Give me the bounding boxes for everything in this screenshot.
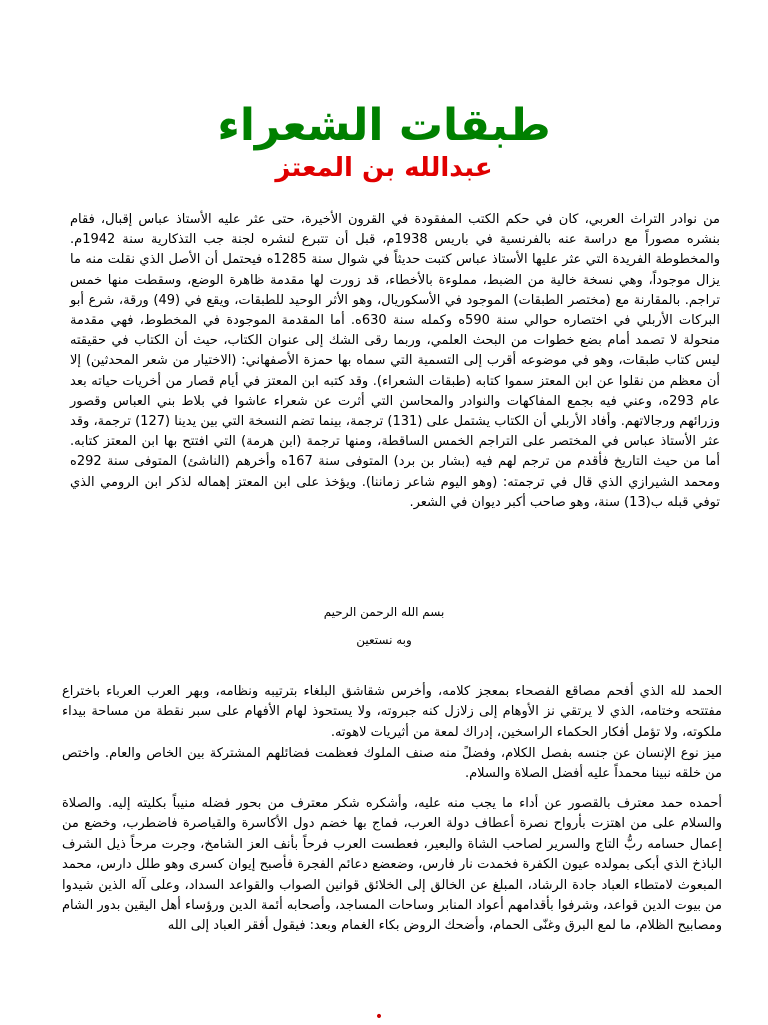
page-ornament-icon: • (374, 1009, 384, 1025)
basmala-line: بسم الله الرحمن الرحيم (323, 605, 445, 619)
basmala-block (0, 598, 768, 654)
wabihi-line: وبه نستعين (356, 633, 412, 647)
body-paragraph-1: الحمد لله الذي أفحم مصاقع الفصحاء بمعجز كلامه، وأخرس شقاشق البلغاء بترتيبه ونظامه، وبهر العرب العرباء باختراع مفتتحه وختامه، الذي لا يرتقي نز الأوهام إلى زلازل كنه جبروته، ولا يستحوذ لهام الأفهام على سبر نقطة من مساحة بيداء ملكوته، ولا تؤمل أفكار الحكماء الراسخين، إدراك لمعة من أثيريات لاهوته. (62, 684, 722, 740)
body-paragraph-3: أحمده حمد معترف بالقصور عن أداء ما يجب منه عليه، وأشكره شكر معترف من بحور فضله منيباً بكليته إليه. والصلاة والسلام على من اهتزت بأرواح نصرة أعطاف دولة العرب، فماج بها خضم دول الأكاسرة والقياصرة فاضطرب، وخضع من إعمال حسامه ربُّ التاج والسرير لصاحب الشاة والبعير، فعطست العرب فرحاً بأنف العز الشامخ، وجرت مرحاً ذيل الشرف الباذخ الذي أبكى بمولده عيون الكفرة فخمدت نار فارس، وضعضع دعائم الفجرة فأصبح إيوان كسرى وهو طلل دارس، محمد المبعوث لامتطاء العباد جادة الرشاد، المبلغ عن الخالق إلى الخلائق قوانين الصواب والقواعد السداد، وعلى آله الذين شيدوا من بيوت الدين قواعد، وشرفوا بأقدامهم أعواد المنابر وساحات المساجد، وأصحابه أئمة الدين ورؤساء أهل اليقين بدور الشام ومصابيح الظلام، ما لمع البرق وغنّى الحمام، وأضحك الروض بكاء الغمام وبعد: فيقول أفقر العباد إلى الله (62, 796, 722, 934)
intro-paragraph: من نوادر التراث العربي، كان في حكم الكتب المفقودة في القرون الأخيرة، حتى عثر عليه الأستاذ عباس إقبال، فقام بنشره مصوراً مع دراسة عنه بالفرنسية في باريس 1938م، قبل أن تتبرع لنشره لجنة جب التذكارية سنة 1942م. والمخطوطة الفريدة التي عثر عليها الأستاذ عباس كتبت حديثاً في شوال سنة 1285ه فيحتمل أن الأصل الذي نقلت منه ما يزال موجوداً، وهي نسخة خالية من الضبط، مملوءة بالأخطاء، قد زورت لها مقدمة ظاهرة الوضع، وسقطت منها خمس تراجم. بالمقارنة مع (مختصر الطبقات) الموجود في الأسكوريال، وهو الأثر الوحيد للطبقات، ويقع في (49) ورقة، شرع أبو البركات الأربلي في اختصاره حوالي سنة 590ه وكمله سنة 630ه. أما المقدمة الموجودة في المخطوط، فهي مقدمة منحولة لا تصمد أمام بضع خطوات من البحث العلمي، وربما رقى الشك إلى عنوان الكتاب، حيث أن الكتاب في حقيقته ليس كتاب طبقات، وهو في موضوعه أقرب إلى التسمية التي سماه بها حمزة الأصفهاني: (الاختيار من شعر المحدثين) إلا أن معظم من نقلوا عن ابن المعتز سموا كتابه (طبقات الشعراء). وقد كتبه ابن المعتز في أيام قصار من أخريات حياته بعد عام 293ه، وعني فيه بجمع المفاكهات والنوادر والمحاسن التي أثرت عن شعراء عاشوا في بلاط بني العباس وقصور وزرائهم ورجالاتهم. وأفاد الأربلي أن الكتاب يشتمل على (131) ترجمة، بينما تضم النسخة التي بين يدينا (127) ترجمة، وقد عثر الأستاذ عباس في المختصر على التراجم الخمس الساقطة، ومنها ترجمة (ابن هرمة) التي افتتح بها ابن المعتز كتابه. أما من حيث التاريخ فأقدم من ترجم لهم فيه (بشار بن برد) المتوفى سنة 167ه وأخرهم (الناشئ) المتوفى سنة 292ه ومحمد الشيرازي الذي قال في ترجمته: (وهو اليوم شاعر زماننا). ويؤخذ على ابن المعتز إهماله لذكر ابن الرومي الذي توفي قبله ب(13) سنة، وهو صاحب أكبر ديوان في الشعر. (70, 212, 721, 510)
author-name: عبدالله بن المعتز (275, 153, 493, 183)
body-paragraph-2: ميز نوع الإنسان عن جنسه بفصل الكلام، وفضلً منه صنف الملوك فعظمت فضائلهم المشتركة بين الخاص والعام. واختص من خلقه نبينا محمداً عليه أفضل الصلاة والسلام. (62, 746, 722, 782)
book-title: طبقات الشعراء (217, 100, 551, 151)
